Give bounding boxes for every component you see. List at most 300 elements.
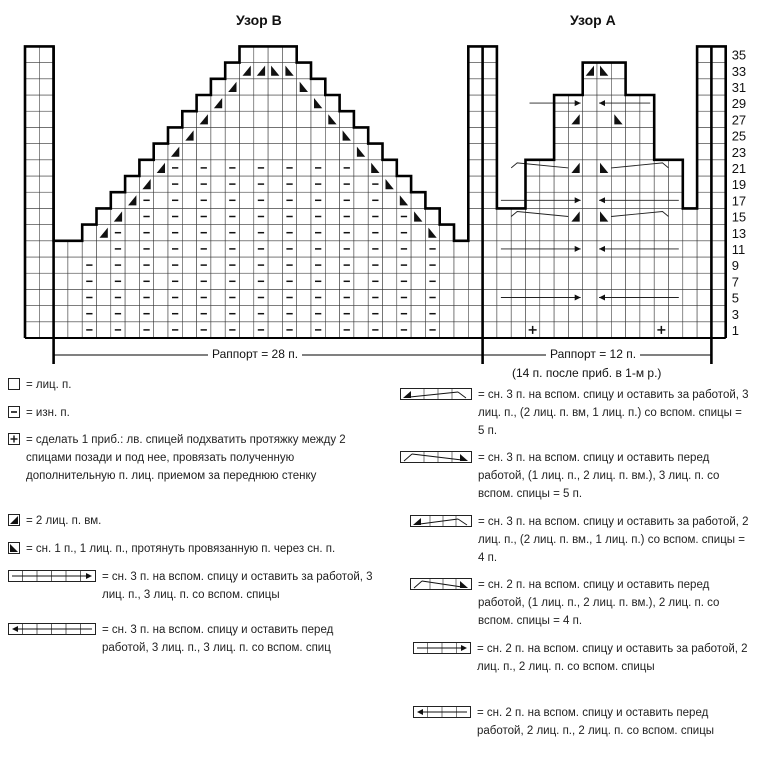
grid-cell [711,241,725,257]
grid-cell [125,192,139,208]
grid-cell [540,322,554,338]
grid-cell [411,225,425,241]
grid-cell [154,257,168,273]
grid-cell [297,127,311,143]
grid-cell [182,111,196,127]
grid-cell [440,257,454,273]
grid-cell [597,111,611,127]
grid-cell [125,208,139,224]
row-number: 7 [731,274,739,290]
grid-cell [182,273,196,289]
grid-cell [211,111,225,127]
grid-cell [154,289,168,305]
grid-cell [697,208,711,224]
grid-cell [411,257,425,273]
grid-cell [697,289,711,305]
row-number: 25 [731,128,747,144]
grid-cell [240,208,254,224]
grid-cell [568,257,582,273]
grid-cell [654,273,668,289]
grid-cell [468,144,482,160]
grid-cell [39,127,53,143]
grid-cell [225,111,239,127]
grid-cell [511,257,525,273]
grid-cell [211,257,225,273]
grid-cell [325,289,339,305]
grid-cell [669,208,683,224]
grid-cell [297,241,311,257]
grid-cell [711,95,725,111]
grid-cell [297,192,311,208]
grid-cell [711,79,725,95]
grid-cell [54,257,68,273]
grid-cell [383,225,397,241]
grid-cell [683,273,697,289]
grid-cell [268,306,282,322]
legend-text: = сн. 2 п. на вспом. спицу и оставить перед работой, 2 лиц. п., 2 лиц. п. со вспом. спицы [477,707,715,737]
grid-cell [568,176,582,192]
grid-cell [268,144,282,160]
legend-text: = сн. 2 п. на вспом. спицу и оставить перед работой, (1 лиц. п., 2 лиц. п. вм.), 2 лиц. п. со вспом. спицы = 4 п. [478,579,720,627]
grid-cell [325,144,339,160]
grid-cell [97,273,111,289]
grid-cell [54,241,68,257]
grid-cell [583,127,597,143]
grid-cell [411,289,425,305]
grid-cell [697,322,711,338]
grid-cell [25,63,39,79]
grid-cell [583,208,597,224]
grid-cell [640,127,654,143]
grid-cell [711,225,725,241]
grid-cell [354,306,368,322]
grid-cell [554,176,568,192]
legend-item-cable-dec-back-5 [400,386,750,440]
grid-cell [654,208,668,224]
grid-cell [268,322,282,338]
legend-text: = сн. 3 п. на вспом. спицу и оставить за работой, 3 лиц. п., 3 лиц. п. со вспом. спицы [102,571,373,601]
grid-cell [240,289,254,305]
grid-cell [383,160,397,176]
grid-cell [240,95,254,111]
grid-cell [497,257,511,273]
grid-cell [68,241,82,257]
grid-cell [626,273,640,289]
grid-cell [154,273,168,289]
grid-cell [411,273,425,289]
grid-cell [497,208,511,224]
grid-cell [583,192,597,208]
grid-cell [483,241,497,257]
grid-cell [39,46,53,62]
grid-cell [626,322,640,338]
grid-cell [440,273,454,289]
grid-cell [554,127,568,143]
cable-3-3-front-icon [8,623,96,635]
grid-cell [168,144,182,160]
grid-cell [197,127,211,143]
grid-cell [611,322,625,338]
grid-cell [626,160,640,176]
grid-cell [669,160,683,176]
grid-cell [225,95,239,111]
grid-cell [54,273,68,289]
grid-cell [711,289,725,305]
grid-cell [97,208,111,224]
row-number: 5 [731,290,739,306]
grid-cell [354,127,368,143]
grid-cell [483,144,497,160]
grid-cell [383,257,397,273]
grid-cell [54,306,68,322]
grid-cell [68,306,82,322]
grid-cell [383,192,397,208]
grid-cell [182,160,196,176]
grid-cell [211,306,225,322]
grid-cell [311,79,325,95]
grid-cell [554,257,568,273]
grid-cell [154,225,168,241]
grid-cell [240,176,254,192]
grid-cell [25,257,39,273]
grid-cell [583,322,597,338]
cable-3-2-dec-back-icon [410,515,472,527]
grid-cell [468,160,482,176]
grid-cell [654,225,668,241]
grid-cell [25,111,39,127]
grid-cell [669,257,683,273]
purl-icon [8,406,20,418]
grid-cell [211,273,225,289]
grid-cell [82,241,96,257]
grid-cell [25,144,39,160]
grid-cell [311,127,325,143]
grid-cell [182,192,196,208]
grid-cell [611,225,625,241]
grid-cell [411,322,425,338]
grid-cell [583,241,597,257]
grid-cell [683,306,697,322]
grid-cell [440,241,454,257]
grid-cell [697,144,711,160]
grid-cell [540,306,554,322]
grid-cell [325,176,339,192]
grid-cell [540,225,554,241]
grid-cell [711,160,725,176]
grid-cell [597,127,611,143]
grid-cell [25,46,39,62]
grid-cell [411,241,425,257]
grid-cell [254,95,268,111]
grid-cell [711,273,725,289]
grid-cell [325,208,339,224]
grid-cell [683,289,697,305]
grid-cell [268,79,282,95]
grid-cell [640,144,654,160]
grid-cell [697,46,711,62]
grid-cell [225,63,239,79]
grid-cell [297,306,311,322]
grid-cell [254,111,268,127]
grid-cell [39,176,53,192]
legend-item-cable-dec-back-4 [410,513,750,567]
grid-cell [354,208,368,224]
grid-cell [711,63,725,79]
grid-cell [225,127,239,143]
grid-cell [540,176,554,192]
row-number: 31 [731,80,747,95]
grid-cell [39,273,53,289]
grid-cell [640,306,654,322]
row-number: 23 [731,144,747,160]
row-number: 9 [731,258,739,274]
grid-cell [68,322,82,338]
grid-cell [554,273,568,289]
grid-cell [325,241,339,257]
grid-cell [39,306,53,322]
grid-cell [268,111,282,127]
grid-cell [454,289,468,305]
grid-cell [683,257,697,273]
grid-cell [697,192,711,208]
grid-cell [540,160,554,176]
grid-cell [383,306,397,322]
grid-cell [526,306,540,322]
grid-cell [25,79,39,95]
grid-cell [82,225,96,241]
grid-cell [354,322,368,338]
grid-cell [240,160,254,176]
grid-cell [154,144,168,160]
grid-cell [669,306,683,322]
grid-cell [297,160,311,176]
increase-icon [8,433,20,445]
grid-cell [182,306,196,322]
grid-cell [111,192,125,208]
grid-cell [25,241,39,257]
grid-cell [468,306,482,322]
grid-cell [25,225,39,241]
grid-cell [697,111,711,127]
grid-cell [268,127,282,143]
row-number: 35 [731,47,747,63]
grid-cell [454,322,468,338]
row-number: 19 [731,177,747,193]
legend-item-k2tog [8,512,388,530]
grid-cell [640,322,654,338]
row-number: 17 [731,193,747,209]
grid-cell [125,322,139,338]
grid-cell [583,79,597,95]
k2tog-icon [8,514,20,526]
legend-text: = сн. 3 п. на вспом. спицу и оставить перед работой, 3 лиц. п., 3 лиц. п. со вспом. спиц [102,624,334,654]
grid-cell [711,257,725,273]
grid-cell [211,176,225,192]
grid-cell [483,111,497,127]
grid-cell [468,208,482,224]
grid-cell [39,208,53,224]
grid-cell [454,273,468,289]
legend-text: = изн. п. [26,407,70,419]
legend-item-cable-dec-front-5 [400,449,750,503]
grid-cell [268,192,282,208]
grid-cell [568,322,582,338]
grid-cell [626,127,640,143]
grid-cell [540,273,554,289]
grid-cell [211,95,225,111]
grid-cell [597,79,611,95]
grid-cell [583,225,597,241]
grid-cell [39,289,53,305]
grid-cell [240,241,254,257]
grid-cell [711,306,725,322]
grid-cell [697,79,711,95]
grid-cell [711,127,725,143]
grid-cell [583,144,597,160]
grid-cell [468,95,482,111]
grid-cell [240,111,254,127]
grid-cell [197,111,211,127]
grid-cell [483,63,497,79]
grid-cell [240,192,254,208]
legend-text: = сн. 1 п., 1 лиц. п., протянуть провязанную п. через сн. п. [26,543,336,555]
grid-cell [368,160,382,176]
grid-cell [711,192,725,208]
grid-cell [526,225,540,241]
grid-cell [254,144,268,160]
row-number: 27 [731,112,747,128]
legend-text: = лиц. п. [26,379,72,391]
grid-cell [468,63,482,79]
grid-cell [611,144,625,160]
grid-cell [268,160,282,176]
grid-cell [68,289,82,305]
grid-cell [597,63,611,79]
grid-cell [483,176,497,192]
grid-cell [39,63,53,79]
grid-cell [325,192,339,208]
row-number: 13 [731,225,747,241]
grid-cell [297,322,311,338]
grid-cell [25,127,39,143]
grid-cell [669,176,683,192]
grid-cell [640,160,654,176]
grid-cell [711,322,725,338]
grid-cell [640,257,654,273]
grid-cell [497,225,511,241]
grid-cell [568,225,582,241]
grid-cell [240,322,254,338]
legend-item-knit [8,376,388,394]
grid-cell [483,289,497,305]
title-pattern-b: Узор В [236,12,282,28]
grid-cell [483,160,497,176]
grid-cell [39,192,53,208]
grid-cell [654,306,668,322]
grid-cell [197,144,211,160]
grid-cell [511,273,525,289]
grid-cell [468,46,482,62]
grid-cell [297,273,311,289]
grid-cell [254,46,268,62]
grid-cell [526,208,540,224]
grid-cell [297,289,311,305]
grid-cell [297,257,311,273]
grid-cell [139,176,153,192]
grid-cell [626,225,640,241]
grid-cell [39,241,53,257]
grid-cell [669,273,683,289]
grid-cell [711,111,725,127]
grid-cell [325,127,339,143]
grid-cell [268,208,282,224]
grid-cell [268,289,282,305]
row-number: 33 [731,63,747,79]
legend-text: = сн. 3 п. на вспом. спицу и оставить за работой, 3 лиц. п., (2 лиц. п. вм, 1 лиц. п.) со вспом. спицы = 5 п. [478,389,749,437]
grid-cell [25,306,39,322]
grid-cell [483,95,497,111]
legend-text: = сн. 3 п. на вспом. спицу и оставить перед работой, (1 лиц. п., 2 лиц. п. вм.), 3 лиц. п. со вспом. спицы = 5 п. [478,452,720,500]
grid-cell [154,241,168,257]
grid-cell [354,273,368,289]
grid-cell [154,322,168,338]
grid-cell [383,241,397,257]
grid-cell [97,241,111,257]
grid-cell [526,160,540,176]
grid-cell [425,208,439,224]
grid-cell [97,257,111,273]
grid-cell [54,322,68,338]
grid-cell [611,79,625,95]
grid-cell [182,208,196,224]
grid-cell [468,257,482,273]
grid-cell [697,306,711,322]
grid-cell [125,225,139,241]
grid-cell [383,273,397,289]
grid-cell [182,289,196,305]
grid-cell [640,111,654,127]
grid-cell [483,322,497,338]
grid-cell [211,192,225,208]
grid-cell [354,289,368,305]
grid-cell [468,79,482,95]
grid-cell [282,144,296,160]
grid-cell [583,111,597,127]
grid-cell [697,176,711,192]
repeat-label-b: Раппорт = 28 п. [208,347,302,361]
grid-cell [240,63,254,79]
grid-cell [483,225,497,241]
grid-cell [225,144,239,160]
grid-cell [640,273,654,289]
grid-cell [611,176,625,192]
grid-cell [711,176,725,192]
grid-cell [325,306,339,322]
legend-item-cable-2-2-back [413,640,750,676]
grid-cell [554,111,568,127]
grid-cell [611,306,625,322]
cable-2-3-dec-front-icon [410,578,472,590]
grid-cell [626,208,640,224]
grid-cell [468,127,482,143]
grid-cell [268,273,282,289]
grid-cell [697,225,711,241]
grid-cell [182,225,196,241]
grid-cell [282,127,296,143]
grid-cell [39,225,53,241]
grid-cell [483,306,497,322]
grid-cell [626,144,640,160]
